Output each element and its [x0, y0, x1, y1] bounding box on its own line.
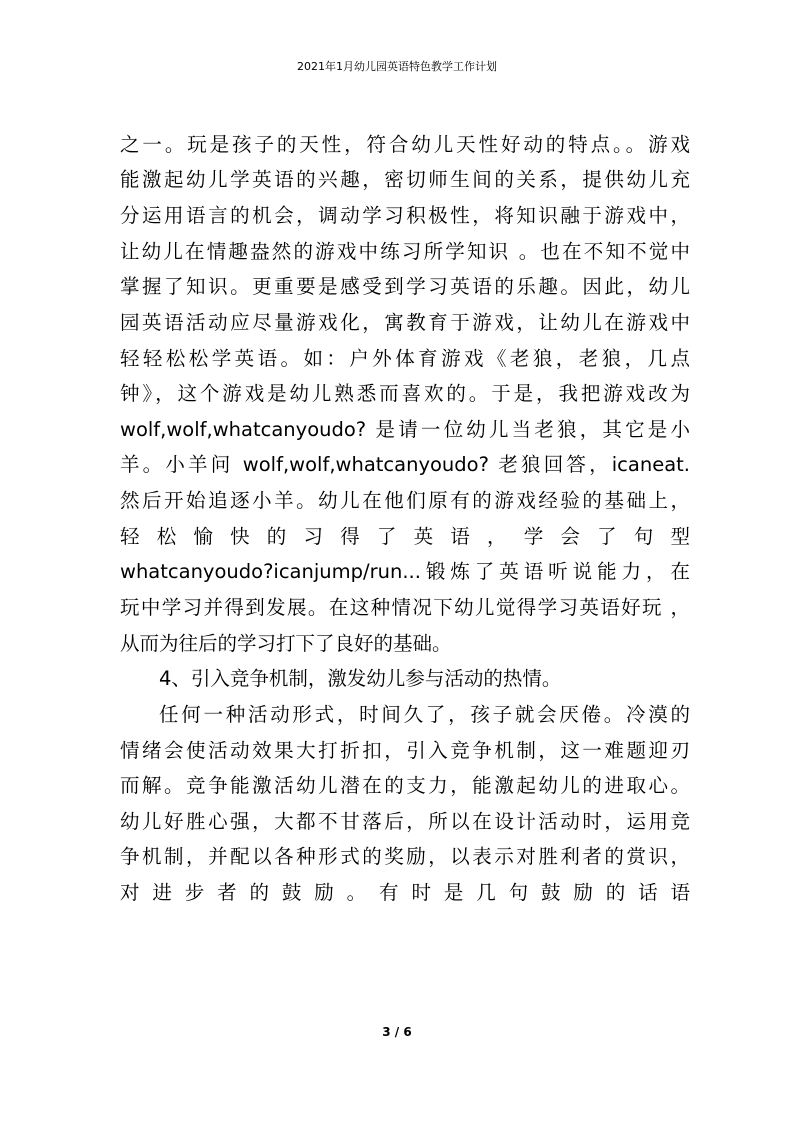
- body-text-line: wolf,wolf,whatcanyoudo? 是请一位幼儿当老狼，其它是小: [120, 418, 690, 441]
- running-header: 2021年1月幼儿园英语特色教学工作计划: [297, 60, 497, 73]
- body-text-line: 情绪会使活动效果大打折扣，引入竞争机制，这一难题迎刃: [120, 739, 690, 762]
- body-text-line: 从而为往后的学习打下了良好的基础。: [120, 632, 452, 655]
- body-text-line: 让幼儿在情趣盎然的游戏中练习所学知识 。也在不知不觉中: [120, 240, 690, 263]
- body-text-line: 分运用语言的机会，调动学习积极性，将知识融于游戏中，: [120, 204, 690, 227]
- body-text-line: 掌握了知识。更重要是感受到学习英语的乐趣。因此，幼儿: [120, 275, 690, 298]
- body-text-line: 之一。玩是孩子的天性，符合幼儿天性好动的特点。。游戏: [120, 133, 690, 156]
- body-text-line: 轻 松 愉 快 的 习 得 了 英 语 ， 学 会 了 句 型: [120, 525, 690, 548]
- body-text-line: 羊。小羊问 wolf,wolf,whatcanyoudo? 老狼回答，icaneat.: [120, 453, 690, 476]
- body-text-line: 钟》，这个游戏是幼儿熟悉而喜欢的。于是，我把游戏改为: [120, 382, 690, 405]
- section-heading: 4、引入竞争机制，激发幼儿参与活动的热情。: [159, 667, 562, 690]
- body-text-line: 然后开始追逐小羊。幼儿在他们原有的游戏经验的基础上，: [120, 489, 690, 512]
- body-text-line: 能激起幼儿学英语的兴趣，密切师生间的关系，提供幼儿充: [120, 168, 690, 191]
- body-text-line: whatcanyoudo?icanjump/run...锻炼了英语听说能力，在: [120, 560, 690, 583]
- body-text-line: 轻轻松松学英语。如：户外体育游戏《老狼，老狼，几点: [120, 347, 690, 370]
- page-number: 3 / 6: [382, 1025, 412, 1039]
- body-text-line: 对 进 步 者 的 鼓 励 。 有 时 是 几 句 鼓 励 的 话 语: [120, 881, 690, 904]
- body-text-line: 园英语活动应尽量游戏化，寓教育于游戏，让幼儿在游戏中: [120, 311, 690, 334]
- body-text-line: 任何一种活动形式，时间久了，孩子就会厌倦。冷漠的: [159, 703, 690, 726]
- body-text-line: 而解。竞争能激活幼儿潜在的支力，能激起幼儿的进取心。: [120, 774, 690, 797]
- body-text-line: 玩中学习并得到发展。在这种情况下幼儿觉得学习英语好玩 ，: [120, 596, 690, 619]
- body-text-line: 幼儿好胜心强，大都不甘落后，所以在设计活动时，运用竞: [120, 810, 690, 833]
- body-text-line: 争机制，并配以各种形式的奖励，以表示对胜利者的赏识，: [120, 845, 690, 868]
